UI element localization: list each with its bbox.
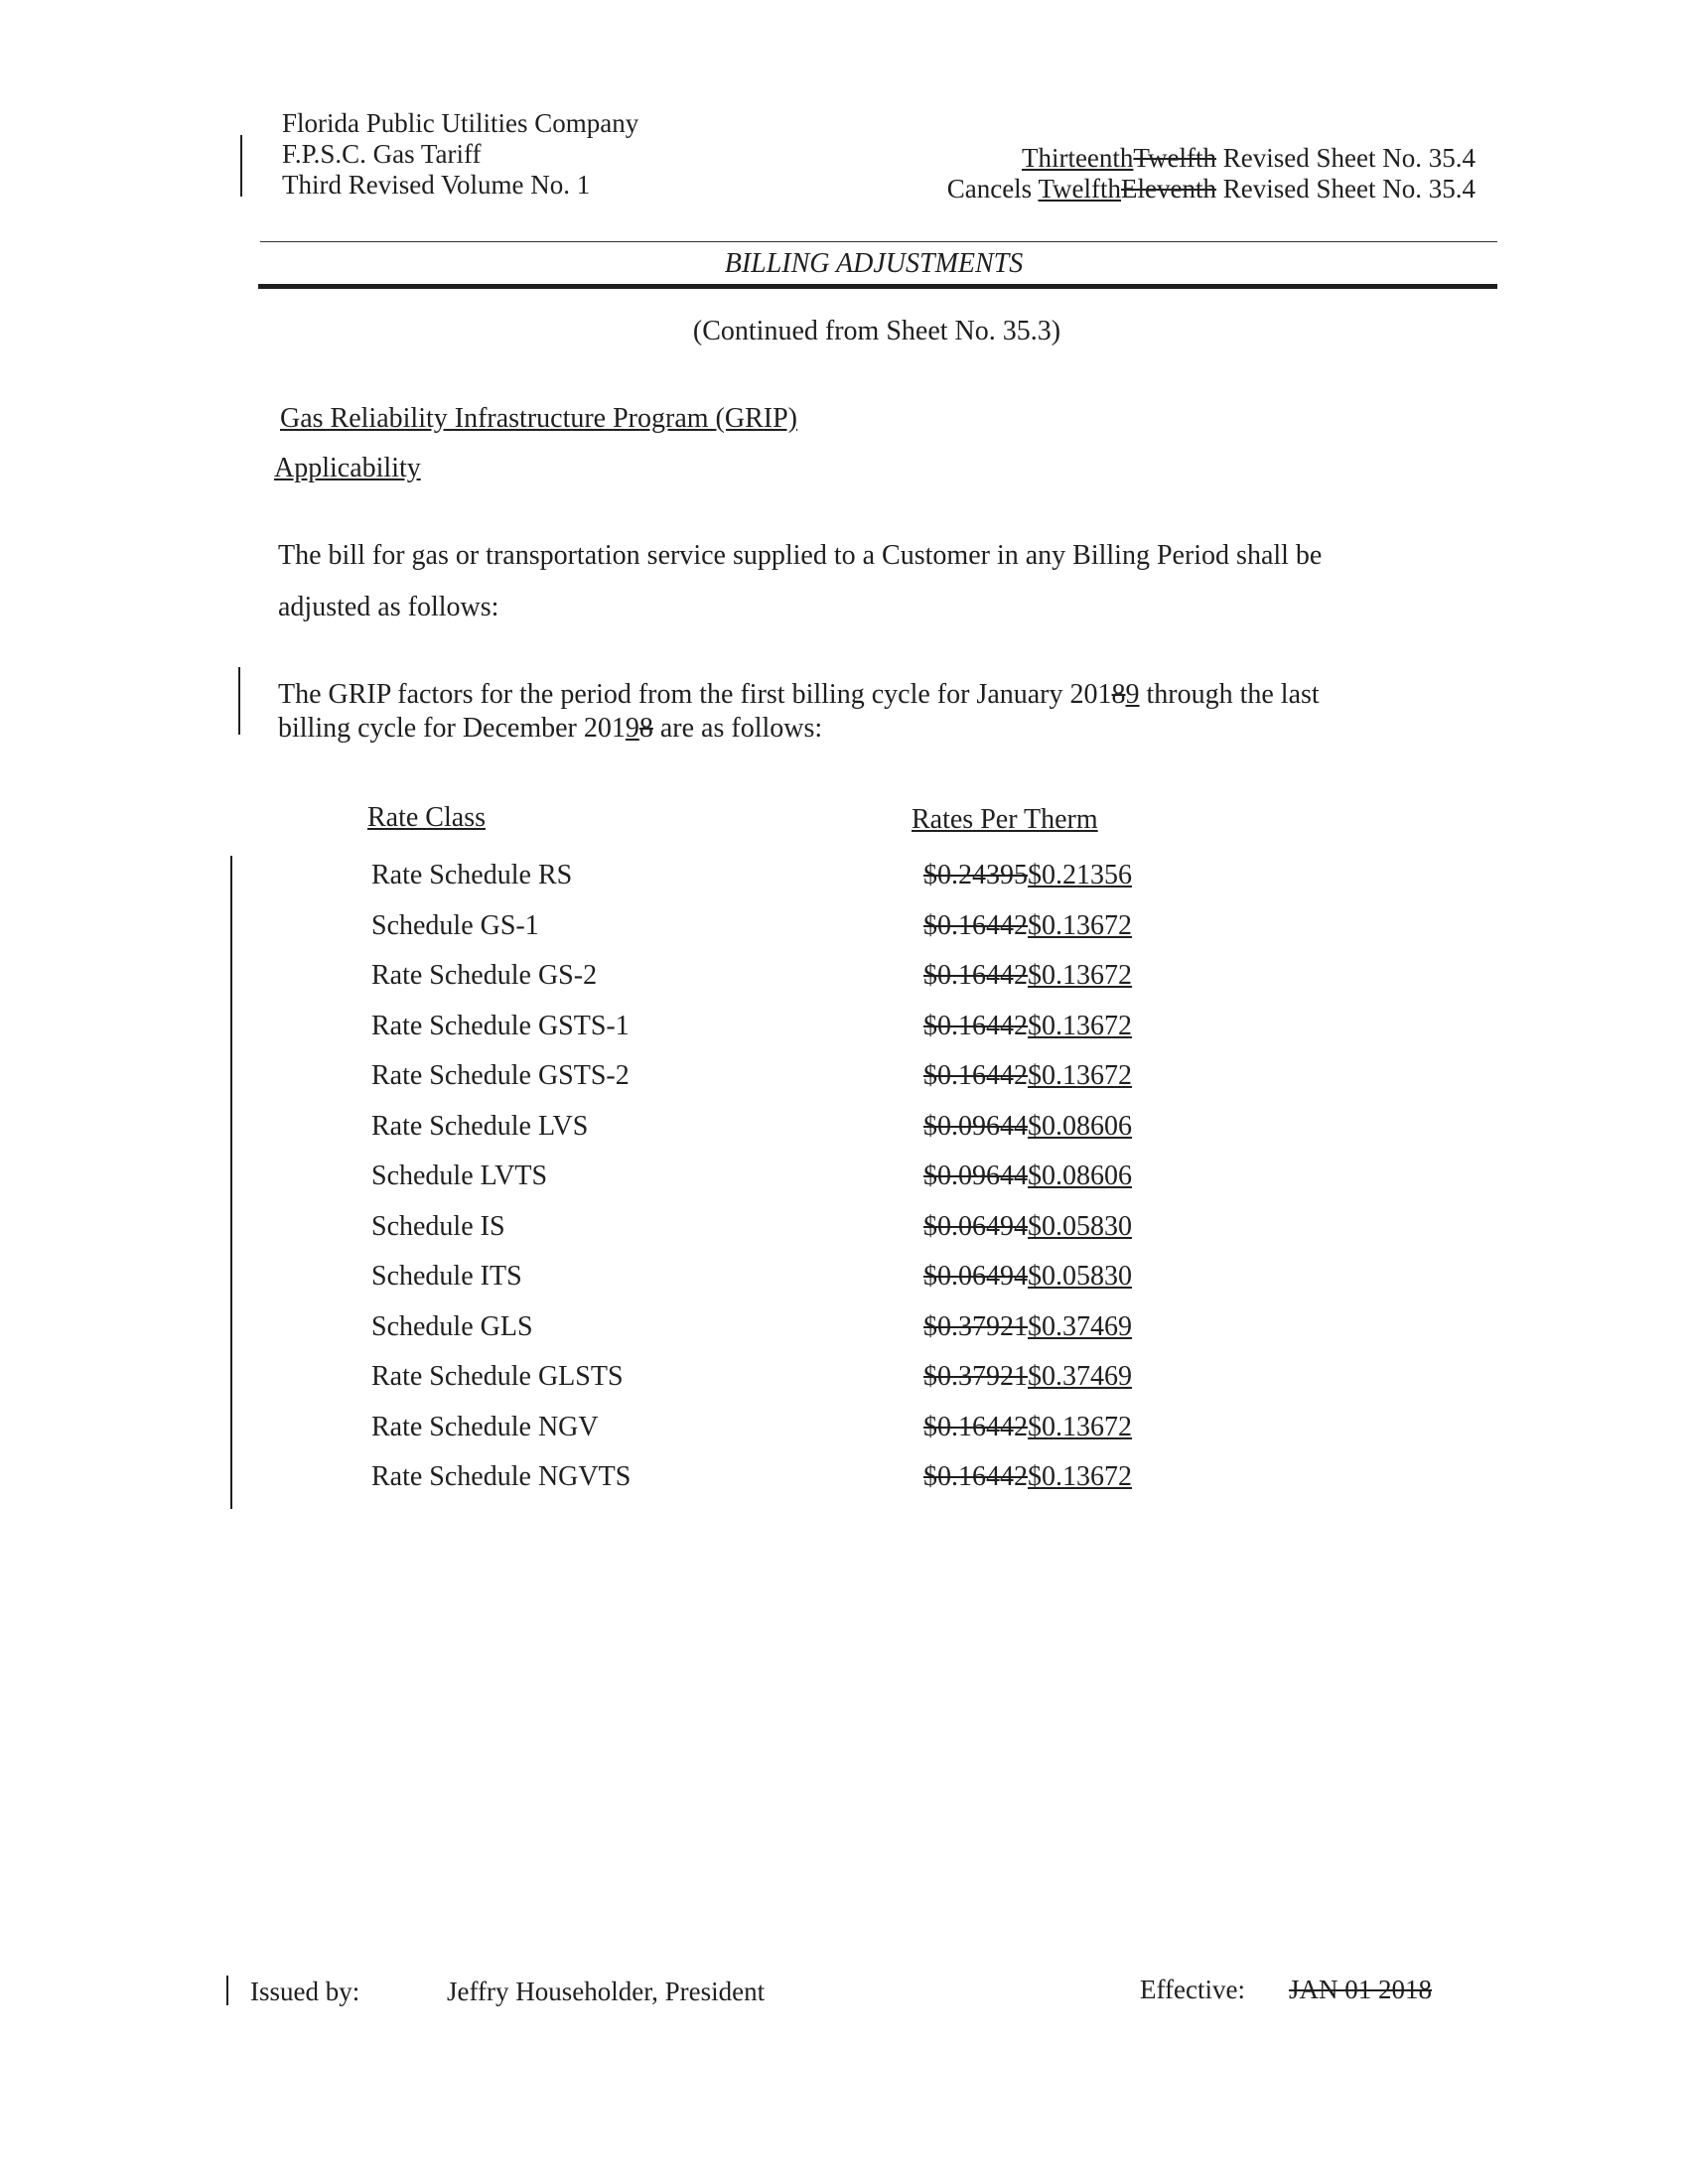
rate-class-cell: Rate Schedule GSTS-2 xyxy=(371,1060,630,1091)
tariff-name: F.P.S.C. Gas Tariff xyxy=(282,139,482,169)
paragraph-2-line-2 xyxy=(278,713,822,745)
rate-class-cell: Schedule IS xyxy=(371,1211,505,1242)
new-rate-value: $0.05830 xyxy=(1028,1211,1132,1242)
table-row xyxy=(0,910,1688,950)
new-rate-value: $0.13672 xyxy=(1028,910,1132,941)
effective-label: Effective: xyxy=(1140,1975,1245,2004)
rate-cell xyxy=(923,1311,1132,1343)
new-rate-value: $0.21356 xyxy=(1028,860,1132,890)
change-bar-header xyxy=(240,135,242,197)
table-row xyxy=(0,1160,1688,1200)
table-row xyxy=(0,1111,1688,1151)
rate-class-cell: Rate Schedule GS-2 xyxy=(371,960,598,991)
new-rate-value: $0.37469 xyxy=(1028,1361,1132,1392)
old-rate-value: $0.09644 xyxy=(923,1160,1028,1191)
rate-cell xyxy=(923,860,1132,891)
new-rate-value: $0.13672 xyxy=(1028,1060,1132,1091)
issued-by-label: Issued by: xyxy=(250,1977,360,2006)
sheet-number-text: Revised Sheet No. 35.4 xyxy=(1216,143,1476,173)
para2-new-year-digit-2: 9 xyxy=(625,713,639,744)
new-rate-value: $0.13672 xyxy=(1028,1011,1132,1041)
rate-class-cell: Rate Schedule NGVTS xyxy=(371,1461,632,1492)
table-row xyxy=(0,1261,1688,1300)
para2-old-year-digit-2: 8 xyxy=(638,713,653,744)
new-rate-value: $0.13672 xyxy=(1028,960,1132,991)
column-header-rates-per-therm: Rates Per Therm xyxy=(912,804,1098,835)
change-bar-footer xyxy=(226,1976,228,2005)
para2-text-d: are as follows: xyxy=(652,713,823,744)
change-bar-paragraph xyxy=(238,667,240,735)
new-rate-value: $0.08606 xyxy=(1028,1160,1132,1191)
rate-cell xyxy=(923,1261,1132,1293)
para2-text-a: The GRIP factors for the period from the first billing cycle for January 201 xyxy=(278,679,1112,710)
rate-class-cell: Rate Schedule GSTS-1 xyxy=(371,1011,630,1041)
para2-old-year-digit: 8 xyxy=(1111,679,1126,710)
old-rate-value: $0.16442 xyxy=(923,1011,1028,1041)
para2-text-b: through the last xyxy=(1139,679,1320,710)
new-rate-value: $0.05830 xyxy=(1028,1261,1132,1292)
cancels-sheet-line xyxy=(947,173,1476,205)
rate-cell xyxy=(923,1412,1132,1443)
rate-class-cell: Rate Schedule LVS xyxy=(371,1111,589,1142)
new-rate-value: $0.37469 xyxy=(1028,1311,1132,1342)
applicability-heading: Applicability xyxy=(274,453,421,483)
old-rate-value: $0.09644 xyxy=(923,1111,1028,1142)
table-row xyxy=(0,1211,1688,1251)
revised-sheet-line xyxy=(1022,142,1476,174)
paragraph-1-line-2: adjusted as follows: xyxy=(278,592,499,622)
paragraph-2-line-1 xyxy=(278,679,1320,711)
cancels-prefix: Cancels xyxy=(946,174,1039,204)
cancels-new-ordinal: Twelfth xyxy=(1038,174,1122,204)
section-title: BILLING ADJUSTMENTS xyxy=(724,248,1024,279)
rate-cell xyxy=(923,1361,1132,1393)
old-rate-value: $0.16442 xyxy=(923,1461,1028,1492)
old-rate-value: $0.16442 xyxy=(923,1060,1028,1091)
old-rate-value: $0.24395 xyxy=(923,860,1028,890)
cancels-old-ordinal: Eleventh xyxy=(1121,174,1217,204)
program-title: Gas Reliability Infrastructure Program (GRIP) xyxy=(280,403,797,434)
old-rate-value: $0.16442 xyxy=(923,910,1028,941)
old-rate-value: $0.16442 xyxy=(923,960,1028,991)
rate-cell xyxy=(923,1111,1132,1143)
rate-class-cell: Rate Schedule RS xyxy=(371,860,573,890)
sheet-old-ordinal: Twelfth xyxy=(1133,143,1217,173)
section-rule xyxy=(258,284,1497,289)
paragraph-1-line-1: The bill for gas or transportation service supplied to a Customer in any Billing Period shall be xyxy=(278,540,1323,571)
rate-cell xyxy=(923,1160,1132,1192)
sheet-new-ordinal: Thirteenth xyxy=(1021,143,1134,173)
column-header-rate-class: Rate Class xyxy=(367,802,486,833)
old-rate-value: $0.16442 xyxy=(923,1412,1028,1442)
tariff-volume: Third Revised Volume No. 1 xyxy=(282,170,591,200)
table-row xyxy=(0,1060,1688,1100)
old-rate-value: $0.37921 xyxy=(923,1311,1028,1342)
para2-text-c: billing cycle for December 201 xyxy=(278,713,626,744)
old-rate-value: $0.37921 xyxy=(923,1361,1028,1392)
old-rate-value: $0.06494 xyxy=(923,1211,1028,1242)
rate-class-cell: Schedule GLS xyxy=(371,1311,533,1342)
rate-cell xyxy=(923,1060,1132,1092)
table-row xyxy=(0,1361,1688,1401)
continued-note: (Continued from Sheet No. 35.3) xyxy=(692,316,1061,346)
rate-cell xyxy=(923,1461,1132,1493)
table-row xyxy=(0,1412,1688,1451)
cancels-number-text: Revised Sheet No. 35.4 xyxy=(1216,174,1476,204)
top-rule xyxy=(260,241,1497,242)
rate-class-cell: Schedule LVTS xyxy=(371,1160,548,1191)
issuer-name: Jeffry Householder, President xyxy=(447,1977,766,2006)
rate-class-cell: Schedule ITS xyxy=(371,1261,522,1292)
table-row xyxy=(0,1311,1688,1351)
rate-cell xyxy=(923,960,1132,992)
para2-new-year-digit: 9 xyxy=(1125,679,1140,710)
rate-cell xyxy=(923,910,1132,942)
new-rate-value: $0.13672 xyxy=(1028,1412,1132,1442)
new-rate-value: $0.08606 xyxy=(1028,1111,1132,1142)
company-name: Florida Public Utilities Company xyxy=(282,108,639,138)
table-row xyxy=(0,1461,1688,1501)
old-rate-value: $0.06494 xyxy=(923,1261,1028,1292)
rate-class-cell: Rate Schedule NGV xyxy=(371,1412,599,1442)
rate-cell xyxy=(923,1011,1132,1042)
effective-date: JAN 01 2018 xyxy=(1289,1975,1433,2004)
rate-class-cell: Schedule GS-1 xyxy=(371,910,539,941)
table-row xyxy=(0,1011,1688,1050)
rate-class-cell: Rate Schedule GLSTS xyxy=(371,1361,624,1392)
rate-cell xyxy=(923,1211,1132,1243)
new-rate-value: $0.13672 xyxy=(1028,1461,1132,1492)
table-row xyxy=(0,860,1688,899)
table-row xyxy=(0,960,1688,1000)
